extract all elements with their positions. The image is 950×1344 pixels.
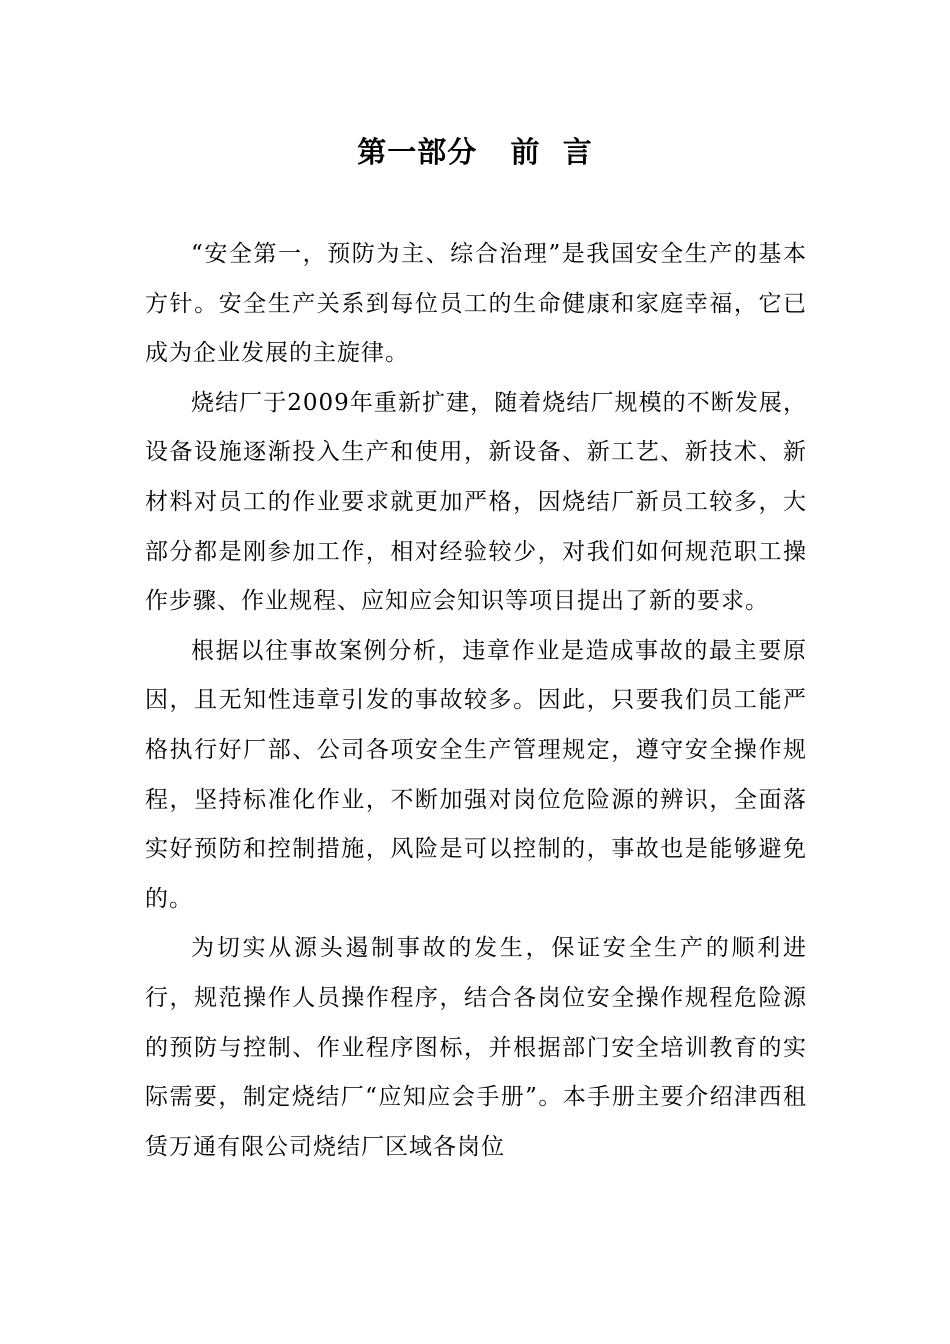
paragraph-2: 烧结厂于2009年重新扩建，随着烧结厂规模的不断发展，设备设施逐渐投入生产和使用，新设备、新工艺、新技术、新材料对员工的作业要求就更加严格，因烧结厂新员工较多，大部分都是刚参加工作，相对经验较少，对我们如何规范职工操作步骤、作业规程、应知应会知识等项目提出了新的要求。 <box>145 389 807 615</box>
paragraph-3: 根据以往事故案例分析，违章作业是造成事故的最主要原因，且无知性违章引发的事故较多。因此，只要我们员工能严格执行好厂部、公司各项安全生产管理规定，遵守安全操作规程，坚持标准化作业，不断加强对岗位危险源的辨识，全面落实好预防和控制措施，风险是可以控制的，事故也是能够避免的。 <box>145 637 807 912</box>
document-body <box>145 230 807 1172</box>
paragraph-1: “安全第一，预防为主、综合治理”是我国安全生产的基本方针。安全生产关系到每位员工的生命健康和家庭幸福，它已成为企业发展的主旋律。 <box>145 241 807 367</box>
paragraph-4: 为切实从源头遏制事故的发生，保证安全生产的顺利进行，规范操作人员操作程序，结合各岗位安全操作规程危险源的预防与控制、作业程序图标，并根据部门安全培训教育的实际需要，制定烧结厂“应知应会手册”。本手册主要介绍津西租赁万通有限公司烧结厂区域各岗位 <box>145 935 807 1160</box>
page-title: 第一部分 前 言 <box>357 135 593 169</box>
